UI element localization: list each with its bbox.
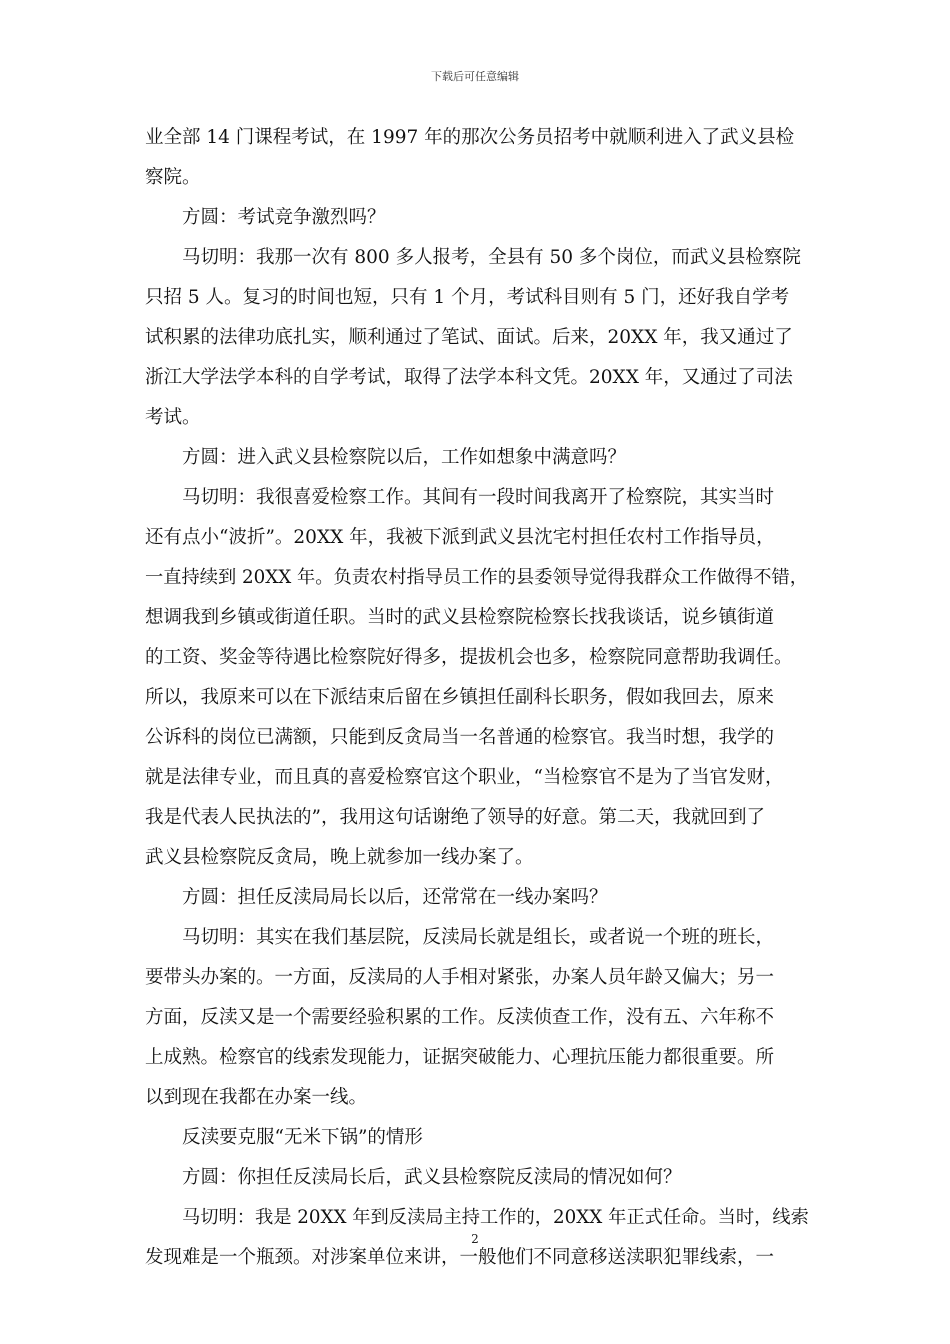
text-line: 马切明：其实在我们基层院，反渎局长就是组长，或者说一个班的班长， bbox=[182, 927, 775, 948]
text-line: 我是代表人民执法的”，我用这句话谢绝了领导的好意。第二天，我就回到了 bbox=[145, 807, 765, 828]
page-header-note: 下载后可任意编辑 bbox=[431, 70, 519, 83]
text-line: 方圆：担任反渎局局长以后，还常常在一线办案吗？ bbox=[182, 887, 608, 908]
text-line: 方圆：你担任反渎局长后，武义县检察院反渎局的情况如何？ bbox=[182, 1167, 682, 1188]
text-line: 发现难是一个瓶颈。对涉案单位来讲，一般他们不同意移送渎职犯罪线索，一 bbox=[145, 1247, 775, 1268]
text-line: 反渎要克服“无米下锅”的情形 bbox=[182, 1127, 423, 1148]
page-number: 2 bbox=[471, 1232, 479, 1246]
text-line: 上成熟。检察官的线索发现能力，证据突破能力、心理抗压能力都很重要。所 bbox=[145, 1047, 775, 1068]
text-line: 公诉科的岗位已满额，只能到反贪局当一名普通的检察官。我当时想，我学的 bbox=[145, 727, 775, 748]
document-body bbox=[145, 118, 810, 1278]
text-line: 浙江大学法学本科的自学考试，取得了法学本科文凭。20XX 年，又通过了司法 bbox=[145, 367, 793, 388]
text-line: 想调我到乡镇或街道任职。当时的武义县检察院检察长找我谈话，说乡镇街道 bbox=[145, 607, 775, 628]
text-line: 要带头办案的。一方面，反渎局的人手相对紧张，办案人员年龄又偏大；另一 bbox=[145, 967, 775, 988]
text-line: 以到现在我都在办案一线。 bbox=[145, 1087, 368, 1108]
text-line: 武义县检察院反贪局，晚上就参加一线办案了。 bbox=[145, 847, 534, 868]
text-line: 方面，反渎又是一个需要经验积累的工作。反渎侦查工作，没有五、六年称不 bbox=[145, 1007, 775, 1028]
text-line: 就是法律专业，而且真的喜爱检察官这个职业，“当检察官不是为了当官发财， bbox=[145, 767, 784, 788]
text-line: 还有点小“波折”。20XX 年，我被下派到武义县沈宅村担任农村工作指导员， bbox=[145, 527, 775, 548]
text-line: 察院。 bbox=[145, 167, 201, 188]
text-line: 试积累的法律功底扎实，顺利通过了笔试、面试。后来，20XX 年，我又通过了 bbox=[145, 327, 793, 348]
text-line: 的工资、奖金等待遇比检察院好得多，提拔机会也多，检察院同意帮助我调任。 bbox=[145, 647, 793, 668]
text-line: 考试。 bbox=[145, 407, 201, 428]
text-line: 马切明：我那一次有 800 多人报考，全县有 50 多个岗位，而武义县检察院 bbox=[182, 247, 801, 268]
text-line: 只招 5 人。复习的时间也短，只有 1 个月，考试科目则有 5 门，还好我自学考 bbox=[145, 287, 790, 308]
text-line: 方圆：考试竞争激烈吗？ bbox=[182, 207, 386, 228]
text-line: 所以，我原来可以在下派结束后留在乡镇担任副科长职务，假如我回去，原来 bbox=[145, 687, 775, 708]
text-line: 方圆：进入武义县检察院以后，工作如想象中满意吗？ bbox=[182, 447, 627, 468]
text-line: 业全部 14 门课程考试，在 1997 年的那次公务员招考中就顺利进入了武义县检 bbox=[145, 127, 795, 148]
text-line: 马切明：我是 20XX 年到反渎局主持工作的，20XX 年正式任命。当时，线索 bbox=[182, 1207, 809, 1228]
text-line: 马切明：我很喜爱检察工作。其间有一段时间我离开了检察院，其实当时 bbox=[182, 487, 775, 508]
text-line: 一直持续到 20XX 年。负责农村指导员工作的县委领导觉得我群众工作做得不错， bbox=[145, 567, 809, 588]
